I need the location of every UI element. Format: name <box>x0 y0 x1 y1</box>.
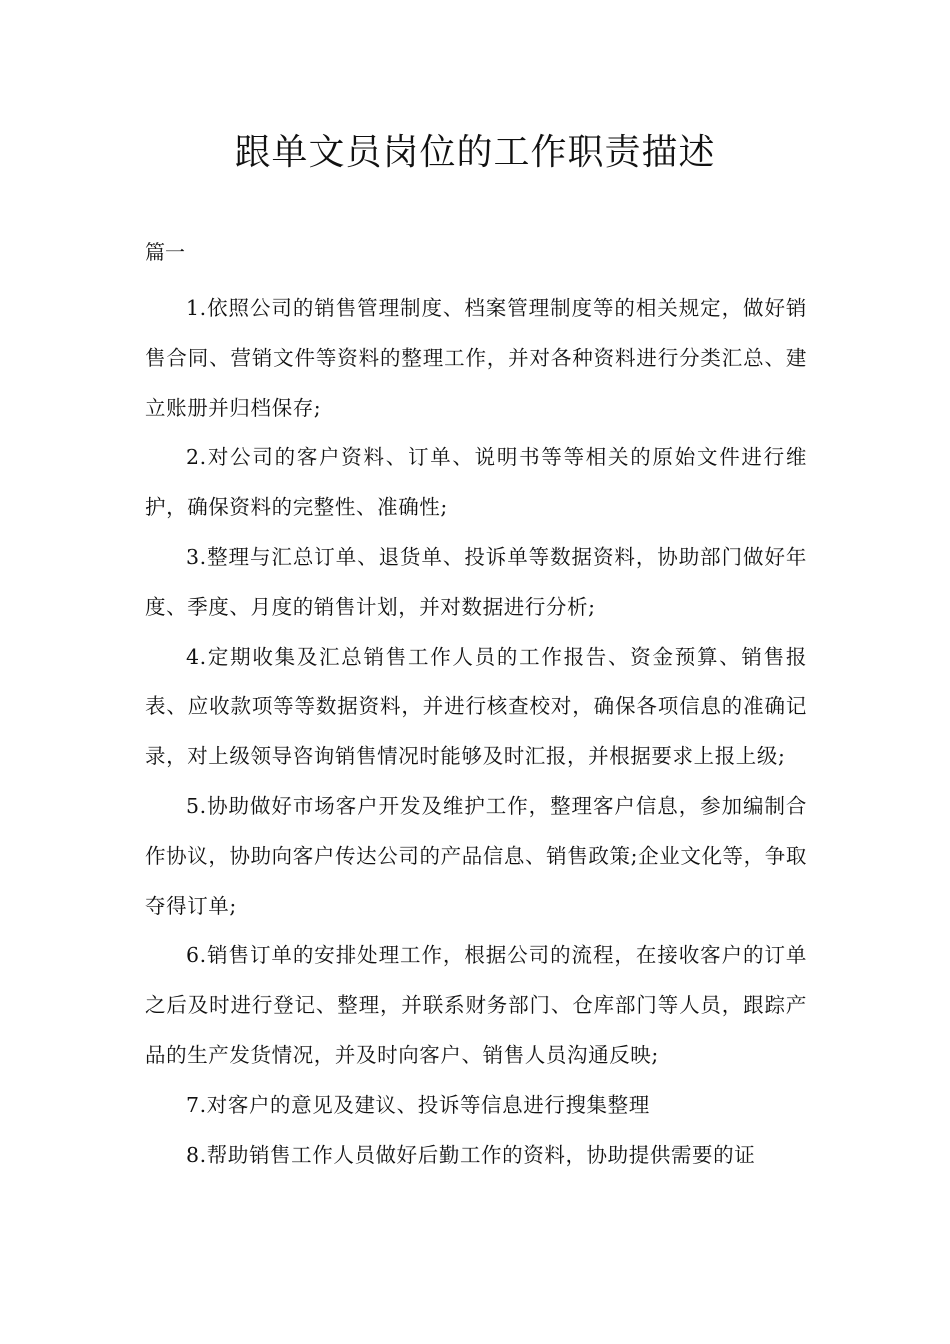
duty-paragraph-5: 5.协助做好市场客户开发及维护工作，整理客户信息，参加编制合作协议，协助向客户传达公司的产品信息、销售政策;企业文化等，争取夺得订单; <box>145 793 807 918</box>
duty-paragraph-8: 8.帮助销售工作人员做好后勤工作的资料，协助提供需要的证 <box>186 1142 756 1167</box>
document-body <box>145 284 807 1180</box>
duty-paragraph-7: 7.对客户的意见及建议、投诉等信息进行搜集整理 <box>186 1092 650 1117</box>
document-title: 跟单文员岗位的工作职责描述 <box>234 132 716 173</box>
duty-paragraph-1: 1.依照公司的销售管理制度、档案管理制度等的相关规定，做好销售合同、营销文件等资料的整理工作，并对各种资料进行分类汇总、建立账册并归档保存; <box>145 296 807 420</box>
duty-paragraph-3: 3.整理与汇总订单、退货单、投诉单等数据资料，协助部门做好年度、季度、月度的销售计划，并对数据进行分析; <box>145 544 807 619</box>
duty-paragraph-4: 4.定期收集及汇总销售工作人员的工作报告、资金预算、销售报表、应收款项等等数据资料，并进行核查校对，确保各项信息的准确记录，对上级领导咨询销售情况时能够及时汇报，并根据要求上报上级; <box>145 644 807 769</box>
duty-paragraph-2: 2.对公司的客户资料、订单、说明书等等相关的原始文件进行维护，确保资料的完整性、准确性; <box>145 445 807 520</box>
duty-paragraph-6: 6.销售订单的安排处理工作，根据公司的流程，在接收客户的订单之后及时进行登记、整理，并联系财务部门、仓库部门等人员，跟踪产品的生产发货情况，并及时向客户、销售人员沟通反映; <box>145 943 807 1067</box>
section-label: 篇一 <box>145 240 185 264</box>
